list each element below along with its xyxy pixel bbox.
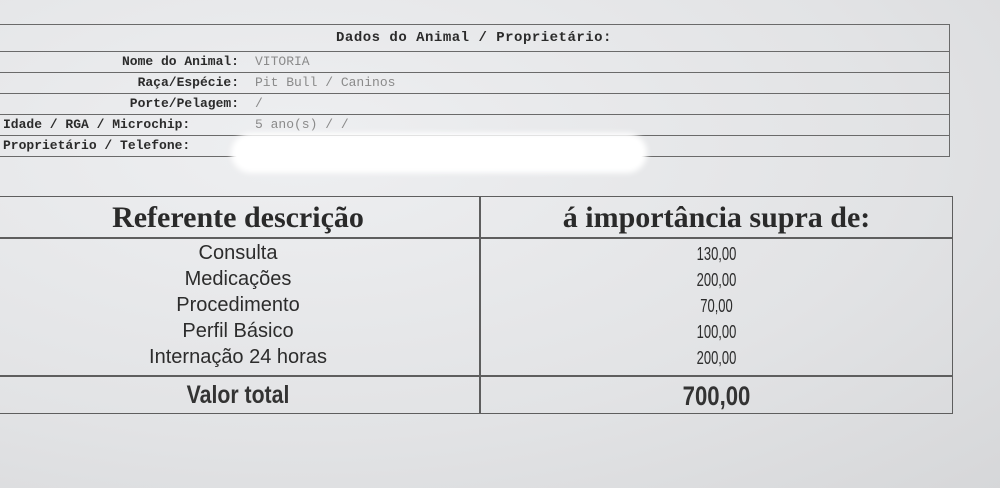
field-row-age bbox=[0, 115, 950, 136]
header-divider bbox=[0, 237, 952, 239]
item-amount: 200,00 bbox=[696, 270, 737, 290]
total-value: 700,00 bbox=[682, 381, 751, 411]
field-value: Pit Bull / Caninos bbox=[255, 75, 396, 90]
redaction-mark bbox=[236, 138, 642, 168]
item-amount: 130,00 bbox=[696, 244, 737, 264]
field-label: Proprietário / Telefone: bbox=[3, 138, 191, 153]
field-value: 5 ano(s) / / bbox=[255, 117, 349, 132]
column-header-amount: á importância supra de: bbox=[562, 201, 871, 234]
item-description: Internação 24 horas bbox=[149, 346, 327, 368]
field-value: / bbox=[255, 96, 263, 111]
column-header-description: Referente descrição bbox=[112, 201, 364, 234]
item-description: Procedimento bbox=[176, 294, 300, 316]
field-label: Nome do Animal: bbox=[121, 54, 239, 69]
billing-table bbox=[0, 196, 953, 414]
item-amount: 200,00 bbox=[696, 348, 737, 368]
item-amount: 100,00 bbox=[696, 322, 737, 342]
field-label: Idade / RGA / Microchip: bbox=[3, 117, 191, 132]
field-row-name bbox=[0, 52, 950, 73]
total-label: Valor total bbox=[186, 381, 290, 409]
field-row-size bbox=[0, 94, 950, 115]
field-value: VITORIA bbox=[255, 54, 310, 69]
field-row-breed bbox=[0, 73, 950, 94]
animal-section-title: Dados do Animal / Proprietário: bbox=[0, 24, 950, 52]
item-description: Perfil Básico bbox=[182, 320, 294, 342]
item-description: Consulta bbox=[198, 242, 278, 264]
item-description: Medicações bbox=[184, 268, 292, 290]
field-label: Porte/Pelagem: bbox=[129, 96, 239, 111]
field-label: Raça/Espécie: bbox=[137, 75, 239, 90]
item-descriptions bbox=[0, 240, 479, 370]
item-amount: 70,00 bbox=[700, 296, 733, 316]
item-amounts bbox=[481, 240, 952, 370]
